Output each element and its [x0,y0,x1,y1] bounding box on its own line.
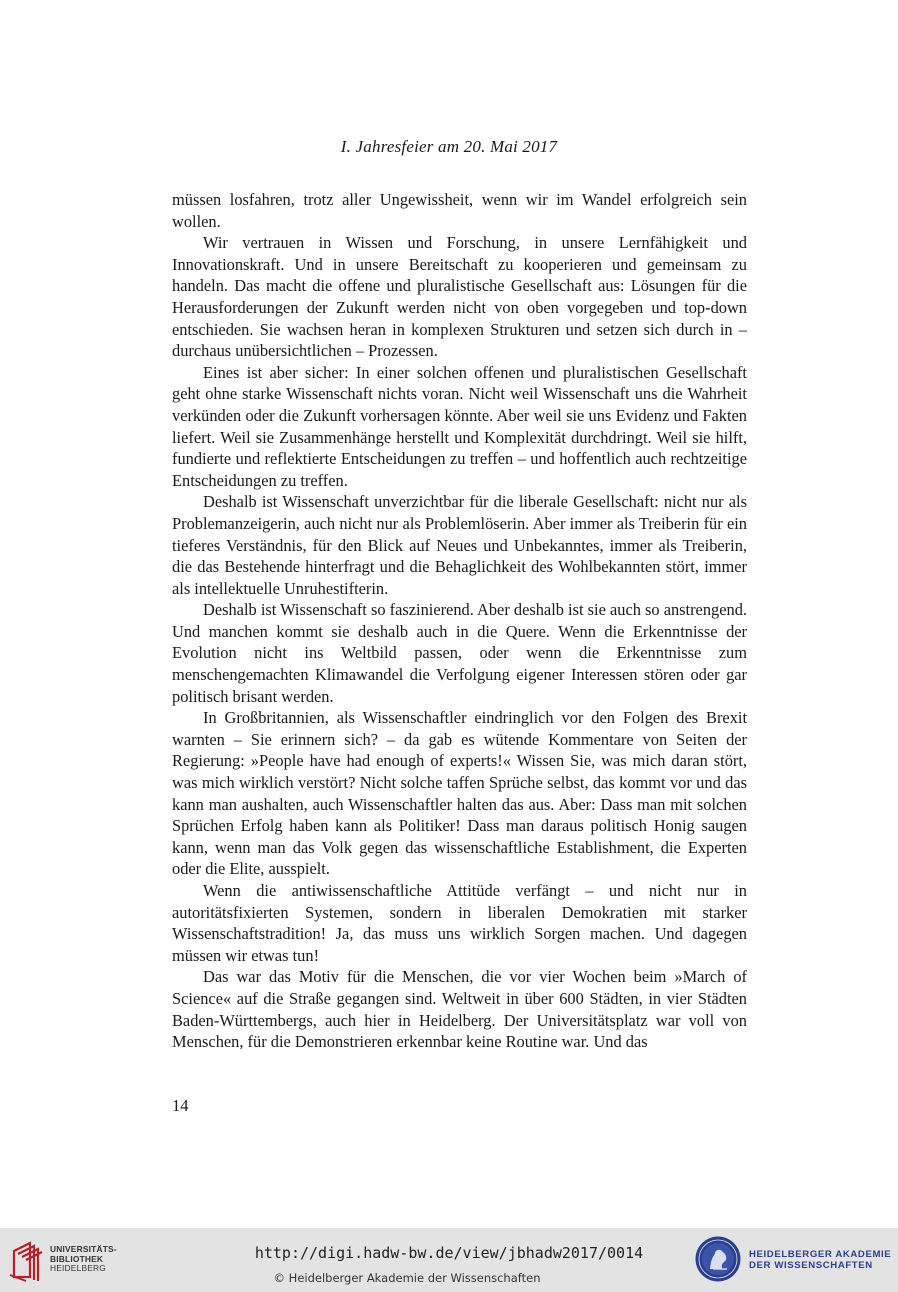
academy-logo[interactable] [694,1235,892,1285]
permalink-url[interactable]: http://digi.hadw-bw.de/view/jbhadw2017/0014 [254,1244,644,1262]
paragraph: In Großbritannien, als Wissenschaftler eindringlich vor den Folgen des Brexit warnten – Sie erinnern sich? – da gab es wütende Kommentare von Seiten der Regierung: »People have had enough of experts!« Wissen Sie, was mich daran stört, was mich wirklich verstört? Nicht solche taffen Sprüche selbst, das kommt vor und das kann man aushalten, auch Wissenschaftler halten das aus. Aber: Dass man mit solchen Sprüchen Erfolg haben kann als Politiker! Dass man daraus politisch Honig saugen kann, wenn man das Volk gegen das wissenschaftliche Establishment, die Experten oder die Elite, ausspielt. [172,708,747,879]
academy-name-line: HEIDELBERGER AKADEMIE [749,1249,892,1260]
academy-name-line: DER WISSENSCHAFTEN [749,1260,873,1271]
body-text [172,189,747,1053]
running-title: I. Jahresfeier am 20. Mai 2017 [340,137,558,156]
paragraph: müssen losfahren, trotz aller Ungewissheit, wenn wir im Wandel erfolgreich sein wollen. [172,190,747,231]
paragraph: Wenn die antiwissenschaftliche Attitüde verfängt – und nicht nur in autoritätsfixierten Systemen, sondern in liberalen Demokratien mit starker Wissenschaftstradition! Ja, das muss uns wirklich Sorgen machen. Und dagegen müssen wir etwas tun! [172,881,747,965]
library-name-line: BIBLIOTHEK [50,1253,104,1264]
library-name-line: UNIVERSITÄTS- [50,1244,117,1254]
page-number: 14 [172,1096,189,1115]
paragraph: Das war das Motiv für die Menschen, die vor vier Wochen beim »March of Science« auf die Straße gegangen sind. Weltweit in über 600 Städten, in vier Städten Baden-Württembergs, auch hier in Heidelberg. Der Universitätsplatz war voll von Menschen, für die Demonstrieren erkennbar keine Routine war. Und das [172,967,747,1052]
paragraph: Wir vertrauen in Wissen und Forschung, in unsere Lernfähigkeit und Innovationskraft. Und in unsere Bereitschaft zu kooperieren und gemeinsam zu handeln. Das macht die offene und pluralistische Gesellschaft aus: Lösungen für die Herausforderungen der Zukunft werden nicht von oben vorgegeben und top-down entschieden. Sie wachsen heran in komplexen Strukturen und setzen sich durch in – durchaus unübersichtlichen – Prozessen. [172,233,747,361]
paragraph: Deshalb ist Wissenschaft unverzichtbar für die liberale Gesellschaft: nicht nur als Problemanzeigerin, auch nicht nur als Problemlöserin. Aber immer als Treiberin für ein tieferes Verständnis, für den Blick auf Neues und Unbekanntes, immer als Treiberin, die das Bestehende hinterfragt und die Behaglichkeit des Wohlbekannten stört, immer als intellektuelle Unruhestifterin. [172,492,747,598]
academy-name [749,1249,894,1271]
paragraph: Deshalb ist Wissenschaft so faszinierend. Aber deshalb ist sie auch so anstrengend. Und manchen kommt sie deshalb auch in die Quere. Wenn die Erkenntnisse der Evolution nicht ins Weltbild passen, oder wenn die Erkenntnisse zum menschengemachten Klimawandel die Verfolgung eigener Interessen stören oder gar politisch brisant werden. [172,600,747,706]
viewer-footer [0,1228,898,1292]
academy-seal-icon [694,1235,742,1283]
copyright-notice: © Heidelberger Akademie der Wissenschaften [273,1271,541,1285]
paragraph: Eines ist aber sicher: In einer solchen offenen und pluralistischen Gesellschaft geht ohne starke Wissenschaft nichts voran. Nicht weil Wissenschaft uns die Wahrheit verkünden oder die Zukunft vorhersagen könnte. Aber weil sie uns Evidenz und Fakten liefert. Weil sie Zusammenhänge herstellt und Komplexität durchdringt. Weil sie hilft, fundierte und reflektierte Entscheidungen zu treffen – und hoffentlich auch rechtzeitige Entscheidungen zu treffen. [172,362,747,490]
library-name-line: HEIDELBERG [50,1263,106,1274]
